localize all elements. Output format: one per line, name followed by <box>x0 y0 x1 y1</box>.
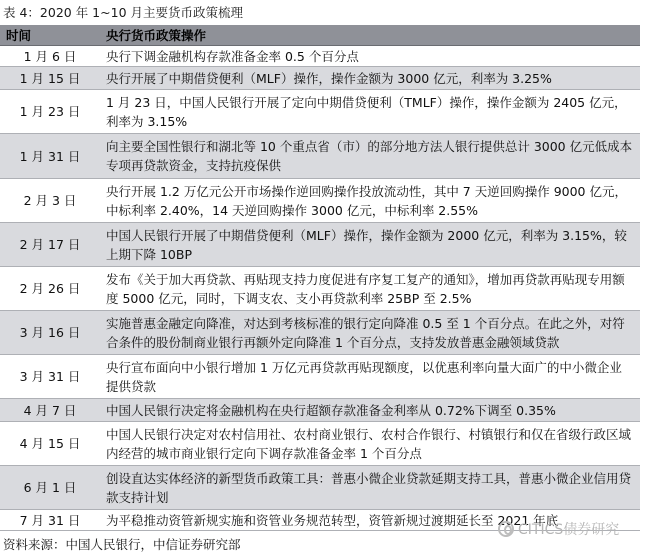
table-row <box>0 90 640 134</box>
row-date: 3 月 16 日 <box>0 311 100 355</box>
row-date: 1 月 31 日 <box>0 134 100 179</box>
row-date: 1 月 15 日 <box>0 67 100 90</box>
row-date: 4 月 7 日 <box>0 399 100 422</box>
header-policy: 央行货币政策操作 <box>100 25 640 46</box>
row-date: 3 月 31 日 <box>0 355 100 399</box>
table-row <box>0 267 640 311</box>
row-policy: 实施普惠金融定向降准，对达到考核标准的银行定向降准 0.5 至 1 个百分点。在此之外，对符合条件的股份制商业银行再额外定向降准 1 个百分点，支持发放普惠金融领域贷款 <box>100 311 640 355</box>
row-policy: 央行下调金融机构存款准备金率 0.5 个百分点 <box>100 46 640 67</box>
row-policy: 央行宣布面向中小银行增加 1 万亿元再贷款再贴现额度，以优惠利率向量大面广的中小微企业提供贷款 <box>100 355 640 399</box>
wechat-logo-icon <box>498 521 514 537</box>
table-header-row <box>0 25 640 46</box>
table-caption: 表 4：2020 年 1~10 月主要货币政策梳理 <box>3 5 243 20</box>
row-date: 2 月 17 日 <box>0 223 100 267</box>
watermark-text: CITICS债券研究 <box>518 522 620 538</box>
row-policy: 为平稳推动资管新规实施和资管业务规范转型，资管新规过渡期延长至 2021 年底 <box>100 510 640 531</box>
row-policy: 1 月 23 日，中国人民银行开展了定向中期借贷便利（TMLF）操作，操作金额为 2405 亿元，利率为 3.15% <box>100 90 640 134</box>
monetary-policy-table <box>0 25 640 531</box>
table-row <box>0 399 640 422</box>
watermark <box>498 519 619 539</box>
row-date: 2 月 26 日 <box>0 267 100 311</box>
row-date: 1 月 23 日 <box>0 90 100 134</box>
row-date: 6 月 1 日 <box>0 466 100 510</box>
table-row <box>0 67 640 90</box>
row-policy: 发布《关于加大再贷款、再贴现支持力度促进有序复工复产的通知》，增加再贷款再贴现专用额度 5000 亿元，同时，下调支农、支小再贷款利率 25BP 至 2.5% <box>100 267 640 311</box>
table-row <box>0 134 640 179</box>
row-date: 7 月 31 日 <box>0 510 100 531</box>
header-time: 时间 <box>0 25 100 46</box>
source-note: 资料来源：中国人民银行，中信证券研究部 <box>3 537 241 552</box>
table-row <box>0 46 640 67</box>
table-row <box>0 223 640 267</box>
row-date: 2 月 3 日 <box>0 179 100 223</box>
row-policy: 中国人民银行开展了中期借贷便利（MLF）操作，操作金额为 2000 亿元，利率为 3.15%，较上期下降 10BP <box>100 223 640 267</box>
row-policy: 央行开展 1.2 万亿元公开市场操作逆回购操作投放流动性，其中 7 天逆回购操作 9000 亿元，中标利率 2.40%，14 天逆回购操作 3000 亿元，中标利率 2.55% <box>100 179 640 223</box>
table-row <box>0 355 640 399</box>
row-policy: 创设直达实体经济的新型货币政策工具：普惠小微企业贷款延期支持工具，普惠小微企业信用贷款支持计划 <box>100 466 640 510</box>
row-date: 4 月 15 日 <box>0 422 100 466</box>
row-policy: 中国人民银行决定对农村信用社、农村商业银行、农村合作银行、村镇银行和仅在省级行政区域内经营的城市商业银行定向下调存款准备金率 1 个百分点 <box>100 422 640 466</box>
row-date: 1 月 6 日 <box>0 46 100 67</box>
row-policy: 向主要全国性银行和湖北等 10 个重点省（市）的部分地方法人银行提供总计 3000 亿元低成本专项再贷款资金，支持抗疫保供 <box>100 134 640 179</box>
table-row <box>0 179 640 223</box>
table-row <box>0 311 640 355</box>
row-policy: 中国人民银行决定将金融机构在央行超额存款准备金利率从 0.72%下调至 0.35% <box>100 399 640 422</box>
row-policy: 央行开展了中期借贷便利（MLF）操作，操作金额为 3000 亿元，利率为 3.25% <box>100 67 640 90</box>
table-row <box>0 422 640 466</box>
table-row <box>0 466 640 510</box>
